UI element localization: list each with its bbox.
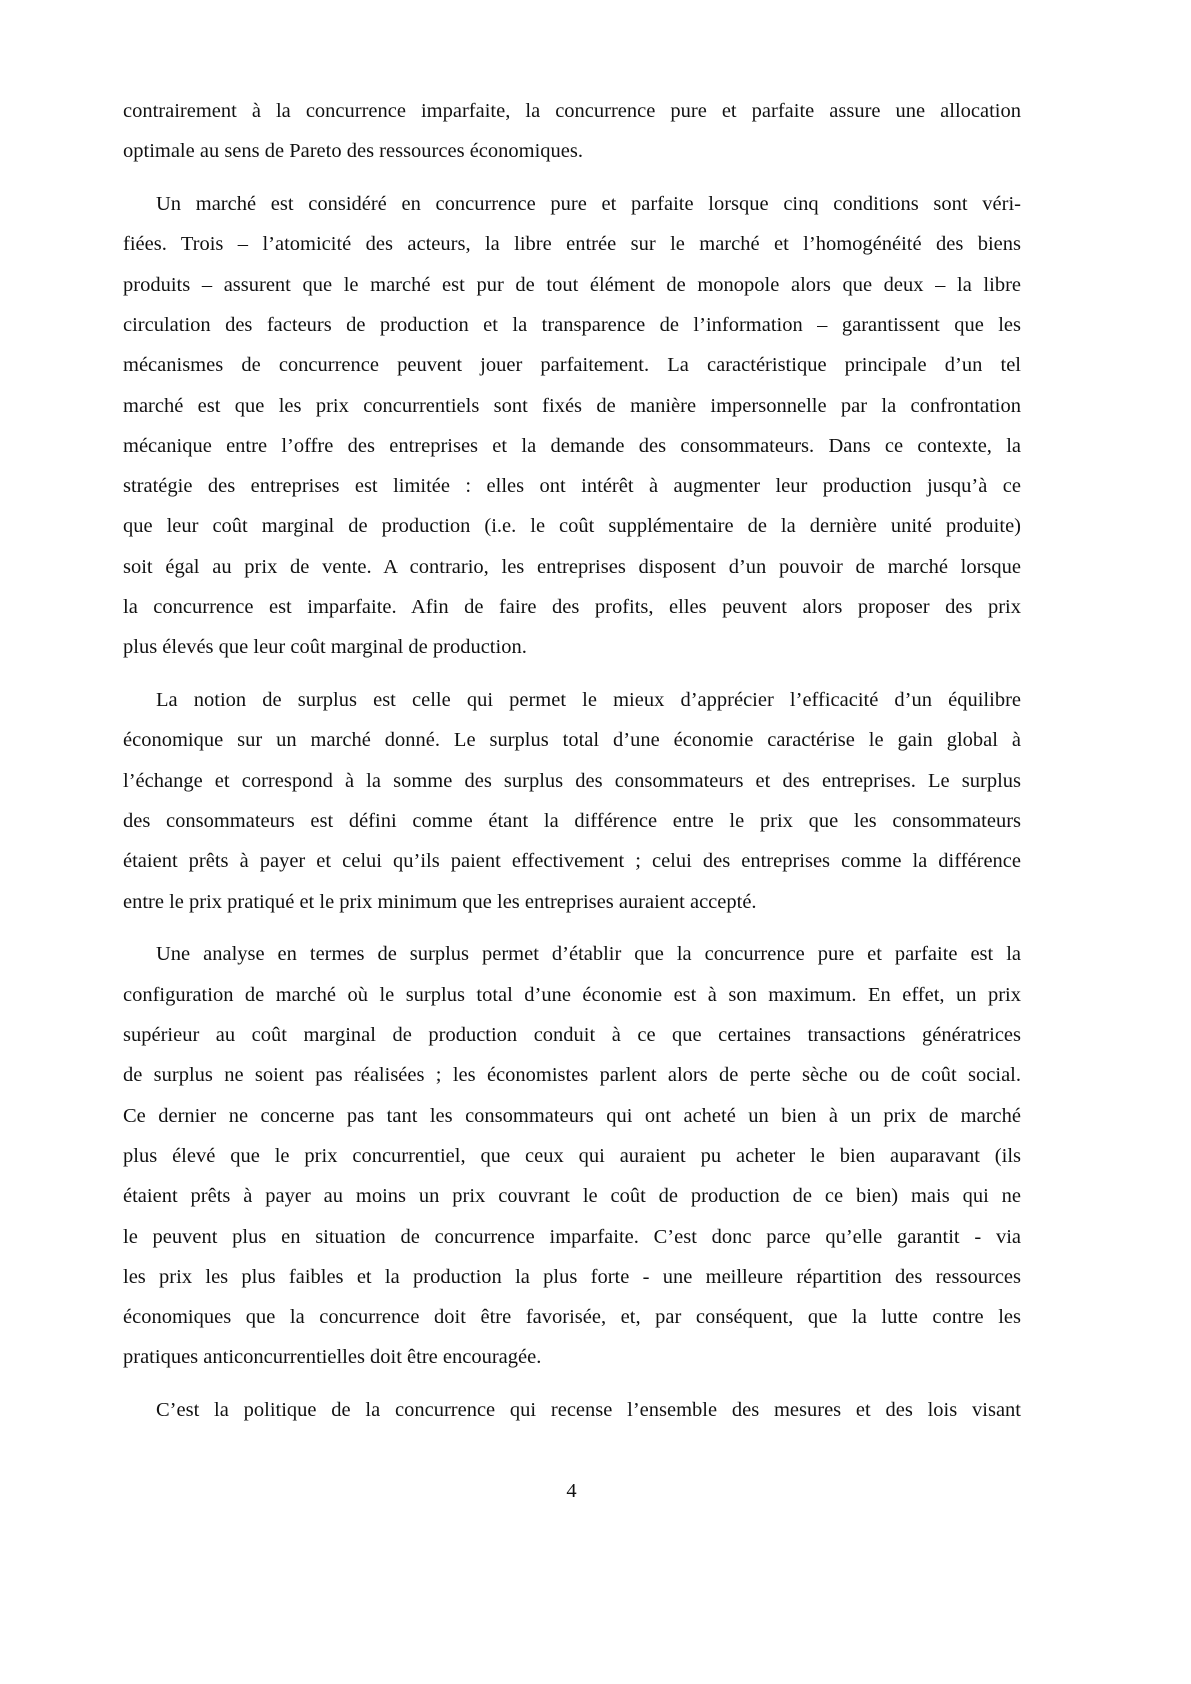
text-line: entre le prix pratiqué et le prix minimum que les entreprises auraient accepté. [123,890,757,913]
text-line: C’est la politique de la concurrence qui recense l’ensemble des mesures et des lois visant [156,1399,1021,1422]
paragraph [123,91,1021,172]
text-line: mécanismes de concurrence peuvent jouer parfaitement. La caractéristique principale d’un tel [123,354,1021,377]
paragraph [123,184,1021,668]
text-line: Ce dernier ne concerne pas tant les consommateurs qui ont acheté un bien à un prix de marché [123,1104,1021,1127]
page-number: 4 [566,1480,577,1502]
paragraph [123,1390,1021,1430]
text-line: optimale au sens de Pareto des ressources économiques. [123,140,583,163]
text-line: fiées. Trois – l’atomicité des acteurs, la libre entrée sur le marché et l’homogénéité des biens [123,233,1021,256]
text-line: des consommateurs est défini comme étant la différence entre le prix que les consommateurs [123,810,1021,833]
text-line: configuration de marché où le surplus total d’une économie est à son maximum. En effet, un prix [123,983,1021,1006]
text-line: contrairement à la concurrence imparfaite, la concurrence pure et parfaite assure une allocation [123,100,1021,122]
text-line: mécanique entre l’offre des entreprises et la demande des consommateurs. Dans ce contexte, la [123,434,1021,457]
text-line: La notion de surplus est celle qui permet le mieux d’apprécier l’efficacité d’un équilibre [156,689,1021,712]
text-line: pratiques anticoncurrentielles doit être encouragée. [123,1346,542,1369]
text-line: étaient prêts à payer au moins un prix couvrant le coût de production de ce bien) mais qui ne [123,1185,1021,1208]
text-line: plus élevés que leur coût marginal de production. [123,636,527,659]
text-line: supérieur au coût marginal de production conduit à ce que certaines transactions génératrices [123,1024,1021,1047]
text-line: stratégie des entreprises est limitée : elles ont intérêt à augmenter leur production jusqu’à ce [123,475,1021,498]
text-line: soit égal au prix de vente. A contrario, les entreprises disposent d’un pouvoir de marché lorsque [123,555,1021,578]
text-line: produits – assurent que le marché est pur de tout élément de monopole alors que deux – la libre [123,273,1021,296]
text-line: étaient prêts à payer et celui qu’ils paient effectivement ; celui des entreprises comme la différence [123,850,1021,873]
paragraph [123,680,1021,922]
document-body [123,91,1021,1443]
text-line: l’échange et correspond à la somme des surplus des consommateurs et des entreprises. Le surplus [123,769,1021,792]
text-line: que leur coût marginal de production (i.e. le coût supplémentaire de la dernière unité produite) [123,515,1021,538]
text-line: de surplus ne soient pas réalisées ; les économistes parlent alors de perte sèche ou de coût social. [123,1064,1021,1087]
text-line: le peuvent plus en situation de concurrence imparfaite. C’est donc parce qu’elle garantit - via [123,1225,1021,1248]
text-line: circulation des facteurs de production et la transparence de l’information – garantissent que les [123,313,1021,336]
text-line: la concurrence est imparfaite. Afin de faire des profits, elles peuvent alors proposer des prix [123,596,1021,619]
text-line: Une analyse en termes de surplus permet d’établir que la concurrence pure et parfaite est la [156,943,1021,966]
text-line: économiques que la concurrence doit être favorisée, et, par conséquent, que la lutte contre les [123,1306,1021,1329]
text-line: économique sur un marché donné. Le surplus total d’une économie caractérise le gain global à [123,729,1021,752]
text-line: les prix les plus faibles et la production la plus forte - une meilleure répartition des ressources [123,1265,1021,1288]
text-line: marché est que les prix concurrentiels sont fixés de manière impersonnelle par la confrontation [123,394,1021,417]
paragraph [123,934,1021,1377]
text-line: Un marché est considéré en concurrence pure et parfaite lorsque cinq conditions sont véri- [156,193,1021,216]
text-line: plus élevé que le prix concurrentiel, que ceux qui auraient pu acheter le bien auparavant (ils [123,1144,1021,1167]
